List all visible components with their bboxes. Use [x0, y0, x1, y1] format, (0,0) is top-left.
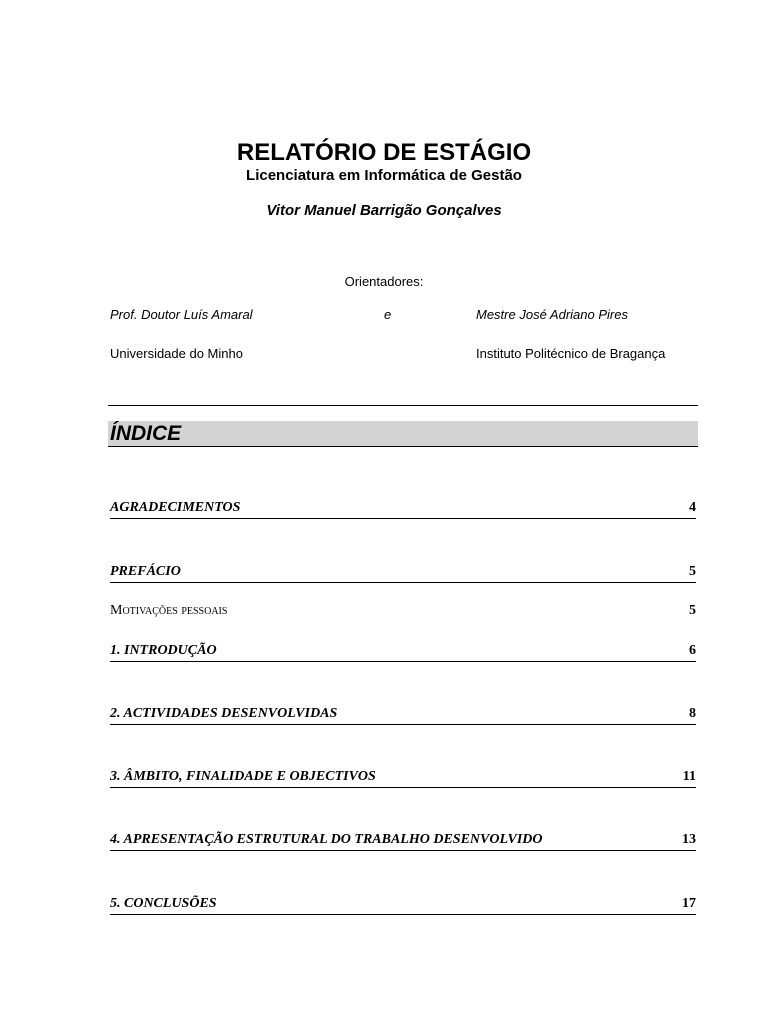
index-heading-bar [108, 421, 698, 447]
supervisor-2-name: Mestre José Adriano Pires [476, 307, 628, 322]
toc-entry-label: 4. APRESENTAÇÃO ESTRUTURAL DO TRABALHO DESENVOLVIDO [110, 832, 543, 847]
report-title: RELATÓRIO DE ESTÁGIO [236, 139, 532, 166]
toc-entry[interactable] [110, 500, 696, 519]
toc-entry-label: 3. ÂMBITO, FINALIDADE E OBJECTIVOS [110, 769, 376, 784]
toc-entry[interactable] [110, 832, 696, 851]
toc-entry-page: 13 [682, 832, 696, 847]
toc-entry-page: 4 [689, 500, 696, 515]
index-title: ÍNDICE [110, 422, 182, 445]
toc-entry-page: 5 [689, 603, 696, 618]
toc-entry[interactable] [110, 896, 696, 915]
toc-entry-page: 17 [682, 896, 696, 911]
supervisor-2-institution: Instituto Politécnico de Bragança [476, 346, 666, 361]
toc-entry-label: PREFÁCIO [110, 564, 181, 579]
supervisor-1-name: Prof. Doutor Luís Amaral [110, 307, 253, 322]
horizontal-divider [108, 405, 698, 406]
toc-entry[interactable] [110, 706, 696, 725]
supervisors-label: Orientadores: [344, 274, 424, 289]
supervisor-1-institution: Universidade do Minho [110, 346, 243, 361]
toc-entry-label: Motivações pessoais [110, 603, 228, 618]
toc-entry-label: 5. CONCLUSÕES [110, 896, 217, 911]
toc-entry-page: 11 [682, 769, 696, 784]
toc-subentry[interactable] [110, 603, 696, 621]
toc-entry-label: AGRADECIMENTOS [110, 500, 241, 515]
supervisors-conjunction: e [384, 307, 392, 322]
toc-entry-page: 8 [689, 706, 696, 721]
toc-entry[interactable] [110, 564, 696, 583]
report-subtitle: Licenciatura em Informática de Gestão [246, 167, 522, 184]
toc-entry-page: 6 [689, 643, 696, 658]
author-name: Vitor Manuel Barrigão Gonçalves [266, 202, 502, 219]
toc-entry-label: 1. INTRODUÇÃO [110, 643, 217, 658]
toc-entry-page: 5 [689, 564, 696, 579]
toc-entry[interactable] [110, 769, 696, 788]
toc-entry[interactable] [110, 643, 696, 662]
toc-entry-label: 2. ACTIVIDADES DESENVOLVIDAS [110, 706, 338, 721]
